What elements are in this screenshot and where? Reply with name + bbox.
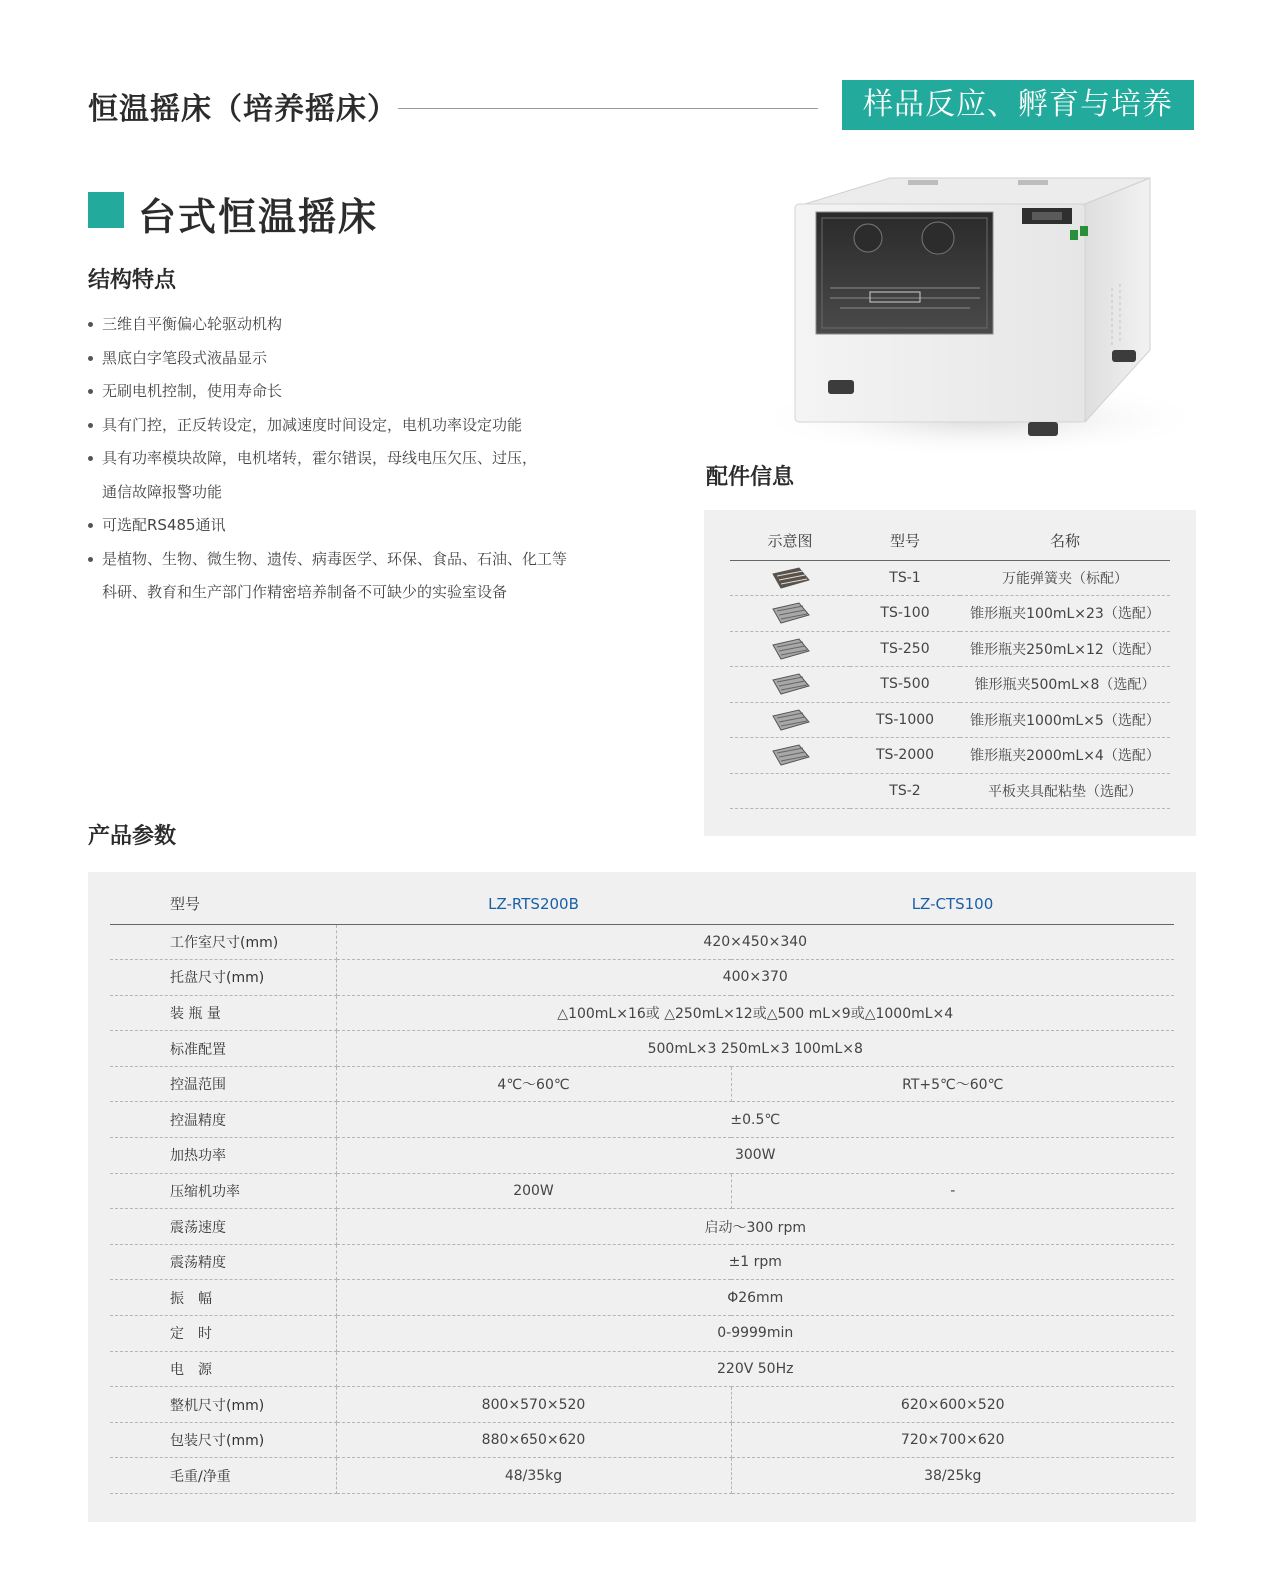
accessories-heading: 配件信息 bbox=[706, 465, 795, 490]
feature-item: 是植物、生物、微生物、遗传、病毒医学、环保、食品、石油、化工等 bbox=[88, 543, 588, 577]
accessory-model: TS-2000 bbox=[850, 738, 960, 774]
category-badge: 样品反应、孵育与培养 bbox=[842, 80, 1194, 130]
column-header: 型号 bbox=[850, 522, 960, 560]
tray-icon bbox=[769, 566, 811, 590]
accessories-header-row bbox=[730, 522, 1170, 560]
accessory-model: TS-2 bbox=[850, 773, 960, 809]
param-label: 压缩机功率 bbox=[110, 1173, 336, 1209]
params-table bbox=[110, 884, 1174, 1494]
accessory-name: 锥形瓶夹1000mL×5（选配） bbox=[960, 702, 1170, 738]
param-value: - bbox=[731, 1173, 1174, 1209]
param-label: 控温范围 bbox=[110, 1066, 336, 1102]
param-row bbox=[110, 1031, 1174, 1067]
param-value-shared: 300W bbox=[336, 1138, 1174, 1174]
feature-item-continued: 通信故障报警功能 bbox=[102, 482, 223, 501]
features-heading: 结构特点 bbox=[88, 268, 177, 293]
accessory-name: 锥形瓶夹100mL×23（选配） bbox=[960, 596, 1170, 632]
param-row bbox=[110, 924, 1174, 960]
accessory-model: TS-1000 bbox=[850, 702, 960, 738]
tray-icon bbox=[769, 637, 811, 661]
accessory-row bbox=[730, 560, 1170, 596]
accessory-name: 锥形瓶夹250mL×12（选配） bbox=[960, 631, 1170, 667]
accessory-thumbnail-cell bbox=[730, 667, 850, 703]
param-value-shared: 启动～300 rpm bbox=[336, 1209, 1174, 1245]
param-label: 振 幅 bbox=[110, 1280, 336, 1316]
param-value: 880×650×620 bbox=[336, 1422, 731, 1458]
param-row bbox=[110, 1244, 1174, 1280]
param-row bbox=[110, 995, 1174, 1031]
feature-item: 可选配RS485通讯 bbox=[88, 509, 588, 543]
accessory-thumbnail-cell bbox=[730, 773, 850, 809]
accessory-thumbnail-cell bbox=[730, 560, 850, 596]
param-row bbox=[110, 1351, 1174, 1387]
param-row bbox=[110, 1173, 1174, 1209]
param-value-shared: ±0.5℃ bbox=[336, 1102, 1174, 1138]
accessory-row bbox=[730, 631, 1170, 667]
param-row bbox=[110, 1066, 1174, 1102]
param-row bbox=[110, 1280, 1174, 1316]
title-divider bbox=[398, 108, 818, 109]
param-value: 720×700×620 bbox=[731, 1422, 1174, 1458]
feature-item: 黑底白字笔段式液晶显示 bbox=[88, 342, 588, 376]
params-panel bbox=[88, 872, 1196, 1522]
param-row bbox=[110, 1422, 1174, 1458]
params-heading: 产品参数 bbox=[88, 824, 177, 849]
tray-icon bbox=[769, 672, 811, 696]
accessory-thumbnail-cell bbox=[730, 702, 850, 738]
accessory-row bbox=[730, 773, 1170, 809]
param-value: 800×570×520 bbox=[336, 1387, 731, 1423]
param-value: 200W bbox=[336, 1173, 731, 1209]
accessory-name: 平板夹具配粘垫（选配） bbox=[960, 773, 1170, 809]
feature-item-continued: 科研、教育和生产部门作精密培养制备不可缺少的实验室设备 bbox=[102, 583, 508, 601]
param-label: 控温精度 bbox=[110, 1102, 336, 1138]
accessory-row bbox=[730, 667, 1170, 703]
param-value-shared: △100mL×16或 △250mL×12或△500 mL×9或△1000mL×4 bbox=[336, 995, 1174, 1031]
accessory-model: TS-1 bbox=[850, 560, 960, 596]
model-name: LZ-CTS100 bbox=[731, 884, 1174, 924]
feature-item: 具有功率模块故障，电机堵转，霍尔错误，母线电压欠压、过压， bbox=[88, 442, 588, 476]
param-value: 48/35kg bbox=[336, 1458, 731, 1494]
param-label: 整机尺寸(mm) bbox=[110, 1387, 336, 1423]
param-row bbox=[110, 960, 1174, 996]
param-label: 毛重/净重 bbox=[110, 1458, 336, 1494]
column-header: 示意图 bbox=[730, 522, 850, 560]
model-label-header: 型号 bbox=[110, 884, 336, 924]
param-row bbox=[110, 1458, 1174, 1494]
feature-item: 三维自平衡偏心轮驱动机构 bbox=[88, 308, 588, 342]
param-row bbox=[110, 1209, 1174, 1245]
param-value-shared: 400×370 bbox=[336, 960, 1174, 996]
tray-icon bbox=[769, 601, 811, 625]
feature-item: 无刷电机控制，使用寿命长 bbox=[88, 375, 588, 409]
param-value: 38/25kg bbox=[731, 1458, 1174, 1494]
param-label: 加热功率 bbox=[110, 1138, 336, 1174]
tray-icon bbox=[769, 708, 811, 732]
accessories-panel bbox=[704, 510, 1196, 836]
accessory-name: 锥形瓶夹2000mL×4（选配） bbox=[960, 738, 1170, 774]
param-value: 4℃～60℃ bbox=[336, 1066, 731, 1102]
accessory-model: TS-100 bbox=[850, 596, 960, 632]
model-name: LZ-RTS200B bbox=[336, 884, 731, 924]
feature-item: 具有门控，正反转设定，加减速度时间设定，电机功率设定功能 bbox=[88, 409, 588, 443]
param-label: 包装尺寸(mm) bbox=[110, 1422, 336, 1458]
accessory-name: 万能弹簧夹（标配） bbox=[960, 560, 1170, 596]
param-label: 标准配置 bbox=[110, 1031, 336, 1067]
accessory-row bbox=[730, 596, 1170, 632]
tray-icon bbox=[769, 743, 811, 767]
accessory-model: TS-500 bbox=[850, 667, 960, 703]
param-label: 工作室尺寸(mm) bbox=[110, 924, 336, 960]
param-value: 620×600×520 bbox=[731, 1387, 1174, 1423]
accessory-thumbnail-cell bbox=[730, 738, 850, 774]
param-label: 震荡精度 bbox=[110, 1244, 336, 1280]
param-row bbox=[110, 1387, 1174, 1423]
param-label: 定 时 bbox=[110, 1316, 336, 1352]
accessory-thumbnail-cell bbox=[730, 631, 850, 667]
accessory-thumbnail-cell bbox=[730, 596, 850, 632]
param-row bbox=[110, 1102, 1174, 1138]
param-label: 托盘尺寸(mm) bbox=[110, 960, 336, 996]
param-value: RT+5℃～60℃ bbox=[731, 1066, 1174, 1102]
param-value-shared: Φ26mm bbox=[336, 1280, 1174, 1316]
accessory-row bbox=[730, 702, 1170, 738]
accessory-name: 锥形瓶夹500mL×8（选配） bbox=[960, 667, 1170, 703]
shaker-product-image bbox=[740, 168, 1200, 460]
param-value-shared: 420×450×340 bbox=[336, 924, 1174, 960]
accessory-model: TS-250 bbox=[850, 631, 960, 667]
param-row bbox=[110, 1316, 1174, 1352]
accessories-table bbox=[730, 522, 1170, 809]
page-title: 恒温摇床（培养摇床） bbox=[88, 92, 398, 127]
accessory-row bbox=[730, 738, 1170, 774]
params-header-row bbox=[110, 884, 1174, 924]
param-value-shared: ±1 rpm bbox=[336, 1244, 1174, 1280]
param-value-shared: 220V 50Hz bbox=[336, 1351, 1174, 1387]
param-label: 装 瓶 量 bbox=[110, 995, 336, 1031]
column-header: 名称 bbox=[960, 522, 1170, 560]
param-value-shared: 500mL×3 250mL×3 100mL×8 bbox=[336, 1031, 1174, 1067]
param-value-shared: 0-9999min bbox=[336, 1316, 1174, 1352]
features-list bbox=[88, 308, 588, 610]
param-label: 震荡速度 bbox=[110, 1209, 336, 1245]
param-label: 电 源 bbox=[110, 1351, 336, 1387]
section-title: 台式恒温摇床 bbox=[138, 195, 379, 239]
section-marker bbox=[88, 192, 124, 228]
param-row bbox=[110, 1138, 1174, 1174]
